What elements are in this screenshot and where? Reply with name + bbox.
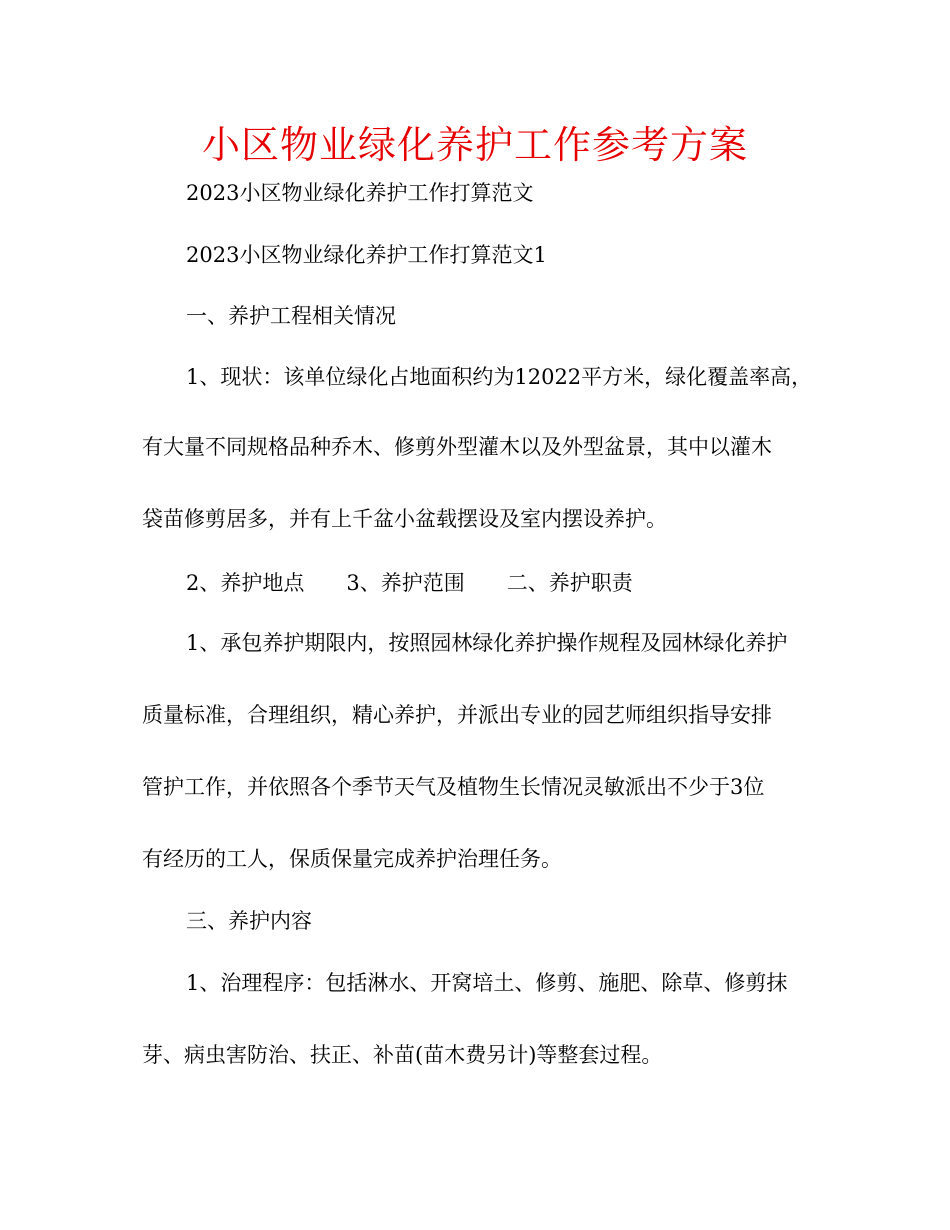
- section-heading-2: 二、养护职责: [506, 571, 633, 595]
- paragraph-line: 芽、病虫害防治、扶正、补苗(苗木费另计)等整套过程。: [142, 1043, 663, 1067]
- paragraph-line: 有经历的工人，保质保量完成养护治理任务。: [142, 847, 562, 871]
- paragraph-line: 管护工作，并依照各个季节天气及植物生长情况灵敏派出不少于3位: [142, 775, 765, 799]
- paragraph-line: 1、治理程序：包括淋水、开窝培土、修剪、施肥、除草、修剪抹: [186, 971, 788, 995]
- section-heading-3: 三、养护内容: [186, 909, 312, 933]
- paragraph-line: 1、承包养护期限内，按照园林绿化养护操作规程及园林绿化养护: [186, 631, 788, 655]
- paragraph-line: 有大量不同规格品种乔木、修剪外型灌木以及外型盆景，其中以灌木: [142, 435, 772, 459]
- heading-maintenance-scope: 3、养护范围: [346, 571, 465, 595]
- subtitle-line: 2023小区物业绿化养护工作打算范文: [186, 181, 534, 205]
- inline-headings-row: [142, 568, 866, 598]
- paragraph-line: 1、现状：该单位绿化占地面积约为12022平方米，绿化覆盖率高，: [186, 365, 813, 389]
- paragraph-line: 袋苗修剪居多，并有上千盆小盆载摆设及室内摆设养护。: [142, 507, 667, 531]
- document-title: 小区物业绿化养护工作参考方案: [201, 123, 748, 167]
- subtitle-line-1: 2023小区物业绿化养护工作打算范文1: [186, 243, 547, 267]
- paragraph-line: 质量标准，合理组织，精心养护，并派出专业的园艺师组织指导安排: [142, 703, 772, 727]
- section-heading-1: 一、养护工程相关情况: [186, 304, 396, 328]
- heading-maintenance-location: 2、养护地点: [186, 571, 305, 595]
